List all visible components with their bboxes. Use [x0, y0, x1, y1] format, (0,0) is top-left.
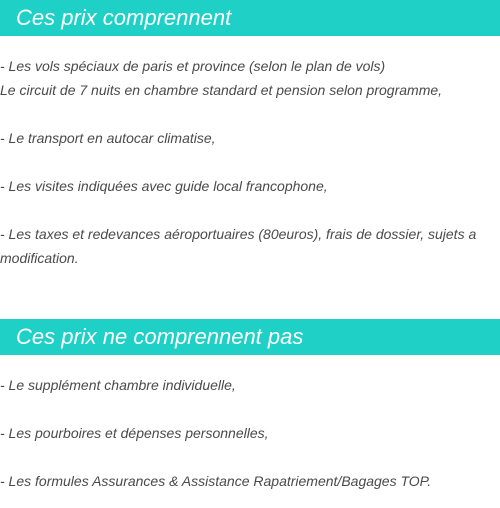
included-section-header [0, 0, 500, 36]
list-item [0, 126, 496, 150]
list-item-text: - Le supplément chambre individuelle, [0, 377, 236, 393]
list-item [0, 54, 496, 102]
list-item-text: - Les taxes et redevances aéroportuaires (80euros), frais de dossier, sujets a modification. [0, 226, 477, 266]
list-item-text: - Les vols spéciaux de paris et province (selon le plan de vols) [0, 58, 386, 74]
excluded-section-title: Ces prix ne comprennent pas [16, 324, 304, 349]
list-item [0, 373, 496, 397]
list-item [0, 469, 496, 493]
included-section-title: Ces prix comprennent [16, 5, 232, 30]
list-item [0, 421, 496, 445]
list-item-text: - Les pourboires et dépenses personnelles, [0, 425, 269, 441]
list-item-text: Le circuit de 7 nuits en chambre standard et pension selon programme, [0, 82, 443, 98]
list-item [0, 174, 496, 198]
list-item-text: - Les formules Assurances & Assistance Rapatriement/Bagages TOP. [0, 473, 432, 489]
excluded-list [0, 373, 496, 493]
list-item-text: - Les visites indiquées avec guide local francophone, [0, 178, 328, 194]
list-item-text: - Le transport en autocar climatise, [0, 130, 216, 146]
list-item [0, 222, 496, 270]
included-list [0, 54, 496, 270]
excluded-section-header [0, 319, 500, 355]
